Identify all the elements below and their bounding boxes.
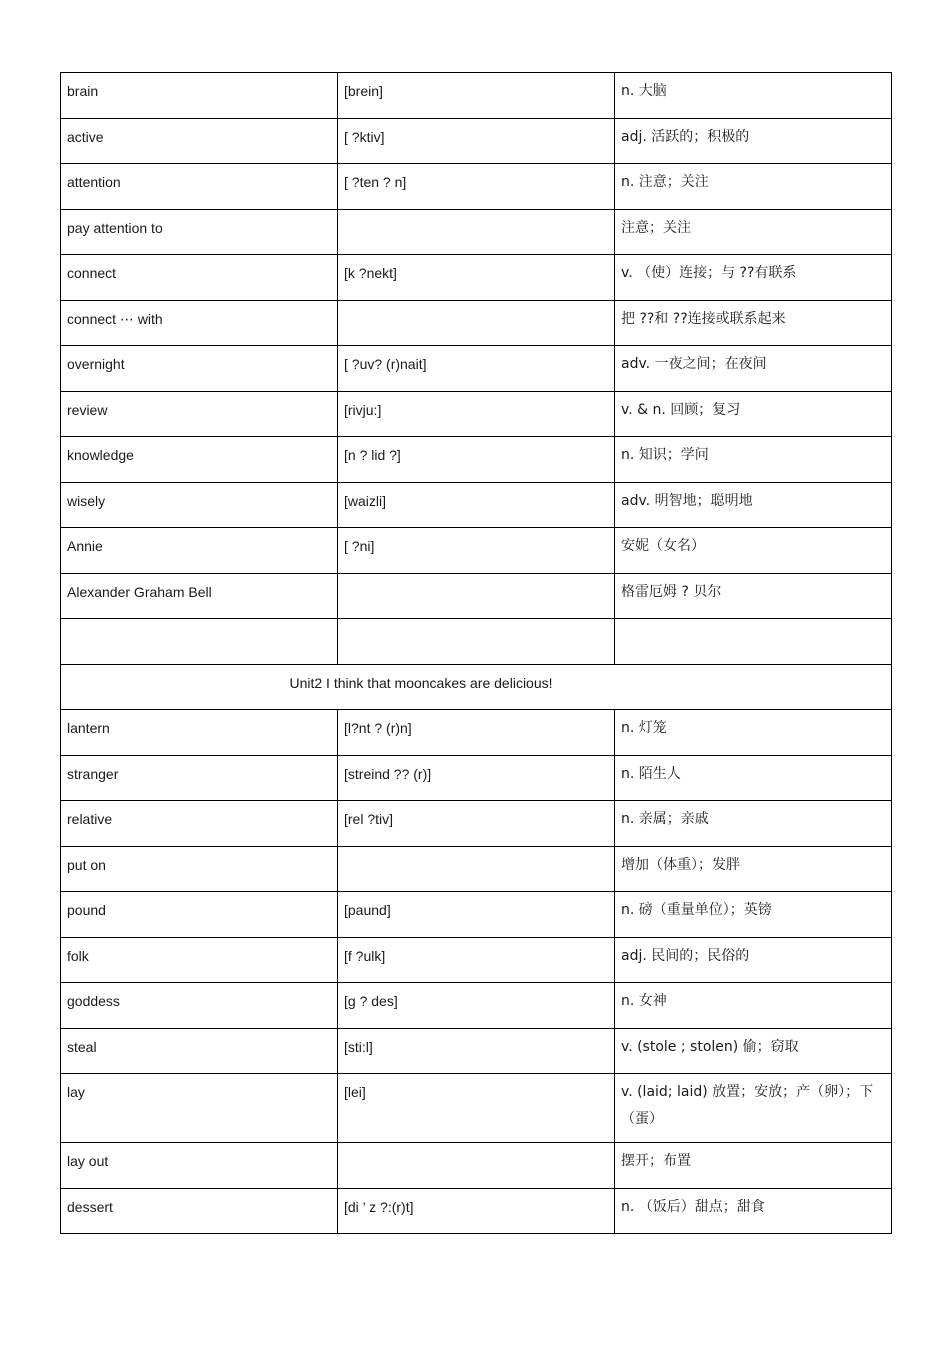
- phonetic-cell: [338, 846, 615, 892]
- word-cell: [61, 619, 338, 665]
- phonetic-cell: [ ?ten ? n]: [338, 164, 615, 210]
- phonetic-cell: [338, 619, 615, 665]
- meaning-cell: adj. 民间的；民俗的: [615, 937, 892, 983]
- phonetic-cell: [sti:l]: [338, 1028, 615, 1074]
- meaning-cell: 格雷厄姆 ? 贝尔: [615, 573, 892, 619]
- table-row: [61, 892, 892, 938]
- table-row: [61, 846, 892, 892]
- phonetic-cell: [di ’ z ?:(r)t]: [338, 1188, 615, 1234]
- word-cell: overnight: [61, 346, 338, 392]
- word-cell: folk: [61, 937, 338, 983]
- table-row: [61, 755, 892, 801]
- table-row: [61, 619, 892, 665]
- meaning-cell: 注意；关注: [615, 209, 892, 255]
- table-row: [61, 118, 892, 164]
- table-row: [61, 482, 892, 528]
- meaning-cell: n. （饭后）甜点；甜食: [615, 1188, 892, 1234]
- meaning-cell: v. & n. 回顾；复习: [615, 391, 892, 437]
- meaning-cell: n. 灯笼: [615, 710, 892, 756]
- unit2-title-row: [61, 664, 892, 710]
- meaning-cell: adv. 明智地；聪明地: [615, 482, 892, 528]
- word-cell: connect ⋯ with: [61, 300, 338, 346]
- phonetic-cell: [streind ?? (r)]: [338, 755, 615, 801]
- table-row: [61, 255, 892, 301]
- meaning-cell: v. (laid; laid) 放置；安放；产（卵）；下（蛋）: [615, 1074, 892, 1143]
- word-cell: knowledge: [61, 437, 338, 483]
- phonetic-cell: [ ?ni]: [338, 528, 615, 574]
- phonetic-cell: [paund]: [338, 892, 615, 938]
- table-row: [61, 1188, 892, 1234]
- phonetic-cell: [ ?ktiv]: [338, 118, 615, 164]
- meaning-cell: adv. 一夜之间；在夜间: [615, 346, 892, 392]
- word-cell: connect: [61, 255, 338, 301]
- meaning-cell: n. 磅（重量单位）；英镑: [615, 892, 892, 938]
- word-cell: stranger: [61, 755, 338, 801]
- unit2-rows: [61, 710, 892, 1234]
- meaning-cell: n. 大脑: [615, 73, 892, 119]
- unit-title: Unit2 I think that mooncakes are delicious!: [61, 664, 892, 710]
- word-cell: dessert: [61, 1188, 338, 1234]
- meaning-cell: 摆开；布置: [615, 1143, 892, 1189]
- unit1-rows: [61, 73, 892, 665]
- table-row: [61, 209, 892, 255]
- phonetic-cell: [ ?uv? (r)nait]: [338, 346, 615, 392]
- meaning-cell: adj. 活跃的；积极的: [615, 118, 892, 164]
- phonetic-cell: [338, 300, 615, 346]
- meaning-cell: n. 女神: [615, 983, 892, 1029]
- phonetic-cell: [k ?nekt]: [338, 255, 615, 301]
- word-cell: relative: [61, 801, 338, 847]
- word-cell: review: [61, 391, 338, 437]
- word-cell: lay out: [61, 1143, 338, 1189]
- table-row: [61, 73, 892, 119]
- table-row: [61, 1074, 892, 1143]
- word-cell: pay attention to: [61, 209, 338, 255]
- phonetic-cell: [338, 1143, 615, 1189]
- word-cell: Alexander Graham Bell: [61, 573, 338, 619]
- word-cell: lay: [61, 1074, 338, 1143]
- table-row: [61, 937, 892, 983]
- table-row: [61, 801, 892, 847]
- phonetic-cell: [338, 209, 615, 255]
- vocabulary-table: [60, 72, 892, 1234]
- word-cell: brain: [61, 73, 338, 119]
- phonetic-cell: [g ? des]: [338, 983, 615, 1029]
- word-cell: pound: [61, 892, 338, 938]
- meaning-cell: 增加（体重）；发胖: [615, 846, 892, 892]
- table-row: [61, 391, 892, 437]
- table-row: [61, 710, 892, 756]
- phonetic-cell: [brein]: [338, 73, 615, 119]
- phonetic-cell: [f ?ulk]: [338, 937, 615, 983]
- word-cell: wisely: [61, 482, 338, 528]
- table-row: [61, 983, 892, 1029]
- table-row: [61, 1143, 892, 1189]
- phonetic-cell: [338, 573, 615, 619]
- phonetic-cell: [lei]: [338, 1074, 615, 1143]
- table-row: [61, 164, 892, 210]
- meaning-cell: n. 注意；关注: [615, 164, 892, 210]
- meaning-cell: n. 知识；学问: [615, 437, 892, 483]
- phonetic-cell: [l?nt ? (r)n]: [338, 710, 615, 756]
- word-cell: put on: [61, 846, 338, 892]
- table-row: [61, 346, 892, 392]
- word-cell: active: [61, 118, 338, 164]
- phonetic-cell: [rivju:]: [338, 391, 615, 437]
- phonetic-cell: [n ? lid ?]: [338, 437, 615, 483]
- phonetic-cell: [rel ?tiv]: [338, 801, 615, 847]
- table-row: [61, 528, 892, 574]
- meaning-cell: n. 亲属；亲戚: [615, 801, 892, 847]
- word-cell: lantern: [61, 710, 338, 756]
- table-row: [61, 1028, 892, 1074]
- word-cell: Annie: [61, 528, 338, 574]
- word-cell: goddess: [61, 983, 338, 1029]
- word-cell: steal: [61, 1028, 338, 1074]
- phonetic-cell: [waizli]: [338, 482, 615, 528]
- meaning-cell: 安妮（女名）: [615, 528, 892, 574]
- word-cell: attention: [61, 164, 338, 210]
- table-row: [61, 573, 892, 619]
- meaning-cell: [615, 619, 892, 665]
- meaning-cell: 把 ??和 ??连接或联系起来: [615, 300, 892, 346]
- meaning-cell: v. (stole ; stolen) 偷；窃取: [615, 1028, 892, 1074]
- meaning-cell: v. （使）连接；与 ??有联系: [615, 255, 892, 301]
- table-row: [61, 437, 892, 483]
- table-row: [61, 300, 892, 346]
- meaning-cell: n. 陌生人: [615, 755, 892, 801]
